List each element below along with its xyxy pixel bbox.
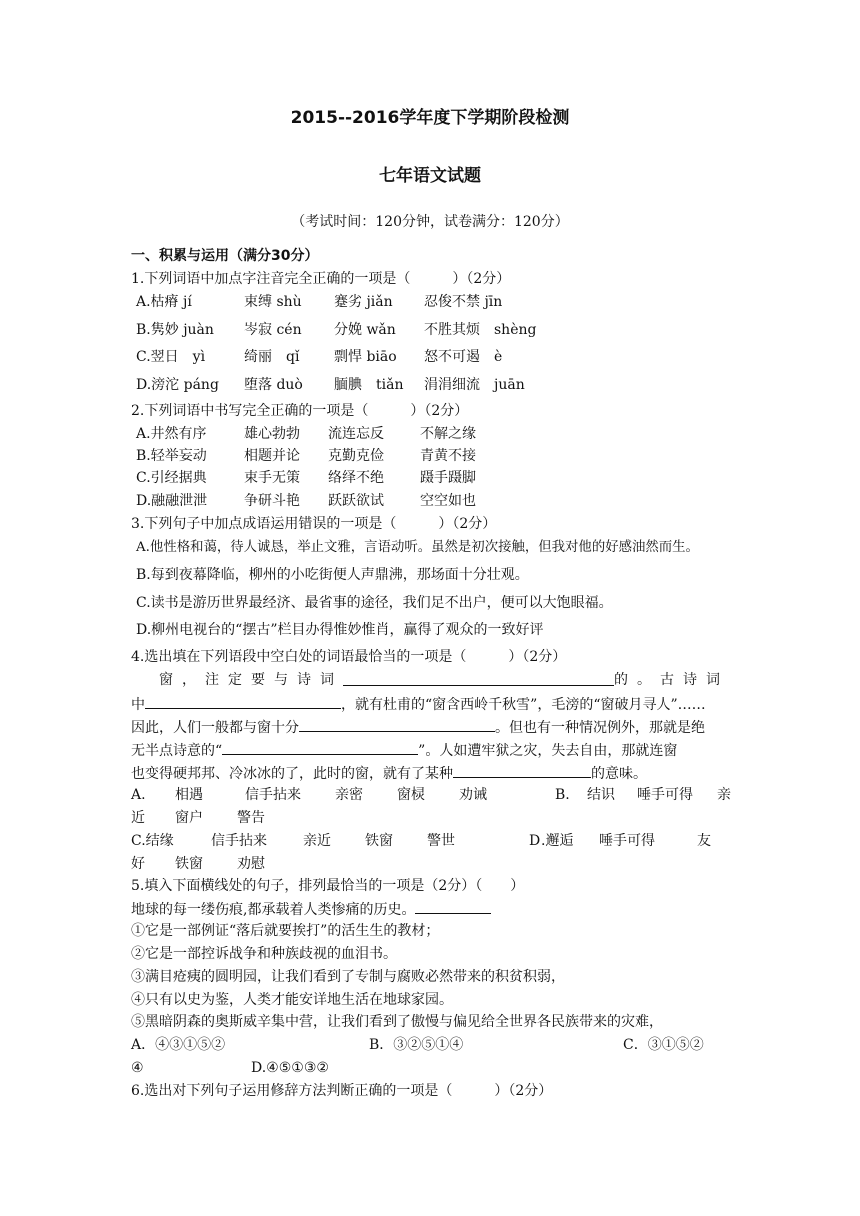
question-3-option-a: A.他性格和蔼，待人诚恳，举止文雅，言语动听。虽然是初次接触，但我对他的好感油然而生。 [136, 540, 699, 555]
blank-1 [343, 670, 614, 686]
question-5-sentence-1: ①它是一部例证“落后就要挨打”的活生生的教材； [131, 923, 440, 939]
question-6-stem: 6.选出对下列句子运用修辞方法判断正确的一项是（ ）（2分） [131, 1083, 553, 1099]
question-5-sentence-2: ②它是一部控诉战争和种族歧视的血泪书。 [131, 946, 397, 962]
question-4-passage-line-2: 中 ，就有杜甫的“窗含西岭千秋雪”，毛滂的“窗破月寻人”…… [131, 693, 706, 715]
question-1-option-d: D.滂沱 páng 堕落 duò 腼腆 tiǎn 涓涓细流 juān [136, 377, 525, 393]
question-5-sentence-4: ④只有以史为鉴，人类才能安详地生活在地球家园。 [131, 992, 453, 1008]
question-3-option-d: D.柳州电视台的“摆古”栏目办得惟妙惟肖，赢得了观众的一致好评 [136, 622, 544, 638]
exam-subtitle: 七年语文试题 [379, 166, 481, 186]
blank-5 [453, 762, 591, 778]
question-3-stem: 3.下列句子中加点成语运用错误的一项是（ ）（2分） [131, 516, 497, 532]
question-4-options-line-2: 近 窗户 警告 [131, 810, 265, 826]
question-5-sentence-5: ⑤黑暗阴森的奥斯威辛集中营，让我们看到了傲慢与偏见给全世界各民族带来的灾难， [131, 1014, 663, 1030]
question-4-stem: 4.选出填在下列语段中空白处的词语最恰当的一项是（ ）（2分） [131, 649, 567, 665]
question-4-passage-line-1: 窗，注定要与诗词 的。古诗词 [159, 672, 729, 688]
blank-3 [299, 716, 495, 732]
question-1-option-a: A.枯瘠 jí 束缚 shù 蹇劣 jiǎn 忍俊不禁 jīn [136, 294, 503, 310]
question-1-option-b: B.隽妙 juàn 岑寂 cén 分娩 wǎn 不胜其烦 shèng [136, 322, 537, 338]
question-4-passage-line-4: 无半点诗意的“ ”。人如遭牢狱之灾，失去自由，那就连窗 [131, 739, 677, 761]
exam-info: （考试时间：120分钟，试卷满分：120分） [291, 214, 569, 230]
question-5-stem: 5.填入下面横线处的句子，排列最恰当的一项是（2分）（ ） [131, 878, 525, 894]
question-5-options-line-2: ④ D.④⑤①③② [131, 1060, 329, 1076]
question-4-options-line-4: 好 铁窗 劝慰 [131, 856, 265, 872]
question-2-option-a: A.井然有序 雄心勃勃 流连忘反 不解之缘 [136, 426, 476, 442]
question-1-option-c: C.翌日 yì 绮丽 qǐ 剽悍 biāo 怒不可遏 è [136, 349, 503, 365]
question-5-lead: 地球的每一缕伤痕,都承载着人类惨痛的历史。 [131, 898, 491, 920]
blank-q5 [415, 898, 491, 914]
question-1-stem: 1.下列词语中加点字注音完全正确的一项是（ ）（2分） [131, 271, 511, 287]
blank-4 [222, 739, 418, 755]
question-2-option-c: C.引经据典 束手无策 络绎不绝 蹑手蹑脚 [136, 470, 476, 486]
question-4-passage-line-3: 因此，人们一般都与窗十分 。但也有一种情况例外，那就是绝 [131, 716, 705, 738]
question-4-options-line-3: C.结缘 信手拈来 亲近 铁窗 警世 D.邂逅 唾手可得 友 [131, 833, 711, 849]
exam-title: 2015--2016学年度下学期阶段检测 [290, 108, 570, 128]
question-2-stem: 2.下列词语中书写完全正确的一项是（ ）（2分） [131, 403, 469, 419]
question-5-sentence-3: ③满目疮痍的圆明园，让我们看到了专制与腐败必然带来的积贫积弱， [131, 969, 565, 985]
question-2-option-b: B.轻举妄动 相题并论 克勤克俭 青黄不接 [136, 448, 476, 464]
question-3-option-c: C.读书是游历世界最经济、最省事的途径，我们足不出户，便可以大饱眼福。 [136, 595, 613, 611]
section-heading: 一、积累与运用（满分30分） [131, 248, 319, 264]
question-4-options-line-1: A. 相遇 信手拈来 亲密 窗棂 劝诫 B. 结识 唾手可得 亲 [131, 787, 731, 803]
blank-2 [145, 693, 341, 709]
question-2-option-d: D.融融泄泄 争研斗艳 跃跃欲试 空空如也 [136, 493, 476, 509]
question-3-option-b: B.每到夜幕降临，柳州的小吃街便人声鼎沸，那场面十分壮观。 [136, 567, 529, 583]
question-5-options-line-1: A．④③①⑤② B．③②⑤①④ C．③①⑤② [131, 1037, 704, 1053]
question-4-passage-line-5: 也变得硬邦邦、冷冰冰的了，此时的窗，就有了某种 的意味。 [131, 762, 647, 784]
